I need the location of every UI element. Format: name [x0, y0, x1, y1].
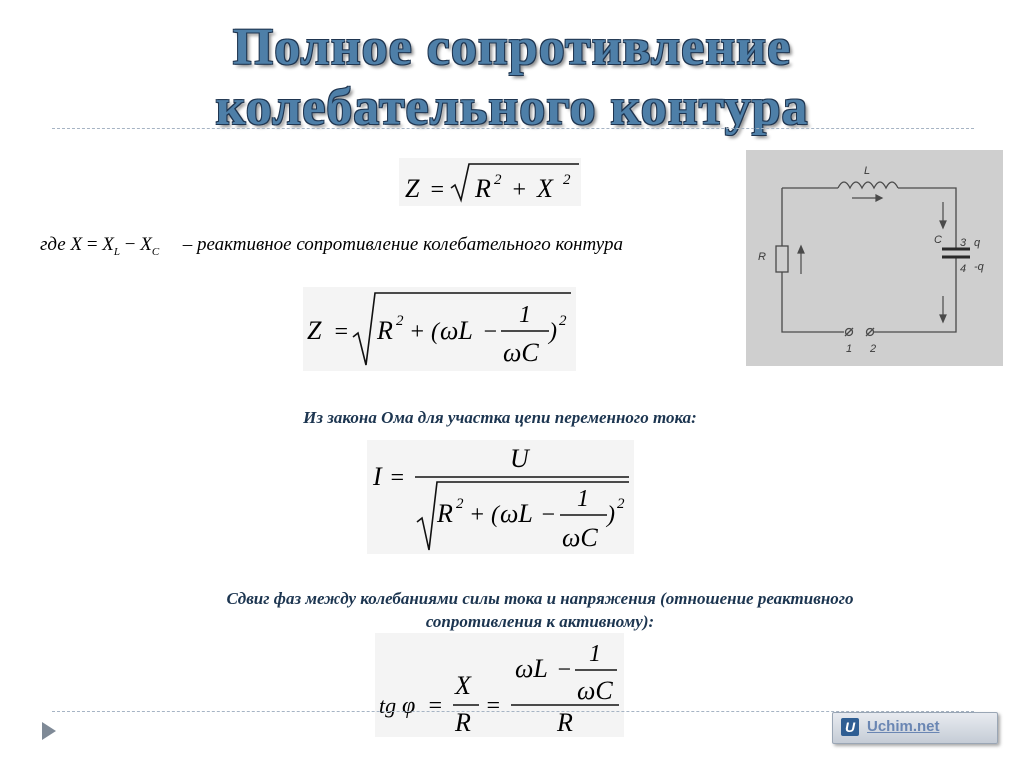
f1-exp-1: 2 [494, 172, 502, 188]
f2-exp-1: 2 [396, 313, 404, 329]
f3-open: ( [491, 502, 499, 528]
title-line-1: Полное сопротивление [232, 19, 792, 76]
where-minus: − [124, 234, 136, 255]
formula-phase-svg [375, 633, 624, 737]
formula-impedance-full-svg [303, 287, 576, 371]
terminal-marks [845, 328, 874, 336]
formula-phase [375, 633, 624, 737]
where-x: X [70, 234, 83, 255]
where-l-sub: L [113, 245, 121, 258]
phase-caption-line-1: Сдвиг фаз между колебаниями силы тока и напряжения (отношение реактивного [226, 589, 854, 608]
resistor-body [776, 246, 788, 272]
f4-one: 1 [589, 641, 601, 667]
f3-i: I [373, 462, 382, 491]
f1-eq: = [429, 177, 446, 203]
f4-minus: − [556, 657, 573, 683]
f1-plus: + [511, 177, 528, 203]
title-line-2: колебательного контура [215, 79, 809, 136]
f3-eq: = [389, 465, 406, 491]
f1-r: R [475, 174, 491, 203]
f2-z: Z [307, 316, 322, 345]
f2-close: ) [549, 319, 557, 345]
where-xl: X [102, 234, 114, 255]
where-xc: X [140, 234, 152, 255]
inductor-label: L [864, 165, 871, 177]
where-prefix: где [40, 234, 66, 255]
f3-r: R [437, 499, 453, 528]
plate-top-charge: q [974, 237, 981, 249]
plate-bottom-number: 4 [960, 263, 967, 275]
inductor-coil [838, 182, 898, 188]
formula-current [367, 440, 634, 554]
cap-arrow-bottom-head [940, 315, 946, 322]
f4-omega-c: ωC [577, 676, 613, 705]
f2-minus: − [482, 319, 499, 345]
where-c-sub: C [151, 245, 160, 258]
f3-plus: + [469, 502, 486, 528]
f4-r2: R [557, 708, 573, 737]
terminal-2-label: 2 [870, 343, 877, 355]
phase-shift-caption [0, 587, 1024, 633]
f1-exp-2: 2 [563, 172, 571, 188]
wire-top-right [898, 188, 956, 248]
cap-arrow-top-head [940, 221, 946, 228]
f1-z: Z [405, 174, 420, 203]
f4-r1: R [455, 708, 471, 737]
slide-title [0, 18, 1024, 138]
f1-x: X [537, 174, 553, 203]
plate-bottom-charge: -q [974, 261, 984, 273]
f2-open: ( [431, 319, 439, 345]
f3-minus: − [540, 502, 557, 528]
f2-plus: + [409, 319, 426, 345]
formula-impedance [399, 158, 581, 206]
f2-exp-2: 2 [559, 313, 567, 329]
next-slide-arrow-icon[interactable] [42, 722, 56, 740]
formula-impedance-svg [399, 158, 581, 206]
terminal-1-label: 1 [846, 343, 853, 355]
f4-eq-1: = [427, 693, 444, 719]
f4-tg: tg [379, 693, 397, 718]
f3-omega-l: ωL [500, 499, 533, 528]
f3-one: 1 [577, 486, 589, 512]
where-dash: – [182, 234, 193, 255]
f2-omega-c: ωC [503, 338, 539, 367]
capacitor-label: C [934, 234, 942, 246]
f2-omega-l: ωL [440, 316, 473, 345]
title-divider [52, 128, 974, 129]
resistor-arrow-head [798, 246, 804, 253]
f3-exp-1: 2 [456, 496, 464, 512]
ohm-law-caption: Из закона Ома для участка цепи переменного тока: [303, 408, 697, 427]
f2-r: R [377, 316, 393, 345]
wire-left [782, 188, 844, 332]
f3-close: ) [607, 502, 615, 528]
reactance-definition [40, 234, 623, 258]
phase-caption-line-2: сопротивления к активному): [425, 612, 655, 631]
formula-impedance-full [303, 287, 576, 371]
f3-omega-c: ωC [562, 523, 598, 552]
lc-circuit-diagram [746, 150, 1003, 366]
plate-top-number: 3 [960, 237, 967, 249]
f4-omega-l: ωL [515, 654, 548, 683]
uchim-net-link[interactable] [832, 712, 998, 744]
f2-one: 1 [519, 302, 531, 328]
f4-phi: φ [402, 693, 416, 719]
f3-exp-2: 2 [617, 496, 625, 512]
uchim-logo-icon: U [841, 718, 859, 736]
where-eq: = [86, 234, 98, 255]
circuit-svg [746, 150, 1003, 366]
uchim-link-text[interactable]: Uchim.net [867, 718, 940, 735]
resistor-label: R [758, 251, 766, 263]
f4-eq-2: = [485, 693, 502, 719]
f3-u: U [510, 444, 529, 473]
inductor-arrow-head [876, 195, 882, 201]
formula-current-svg [367, 440, 634, 554]
where-text: реактивное сопротивление колебательного контура [196, 234, 623, 255]
f4-x: X [455, 671, 471, 700]
f2-eq: = [333, 319, 350, 345]
